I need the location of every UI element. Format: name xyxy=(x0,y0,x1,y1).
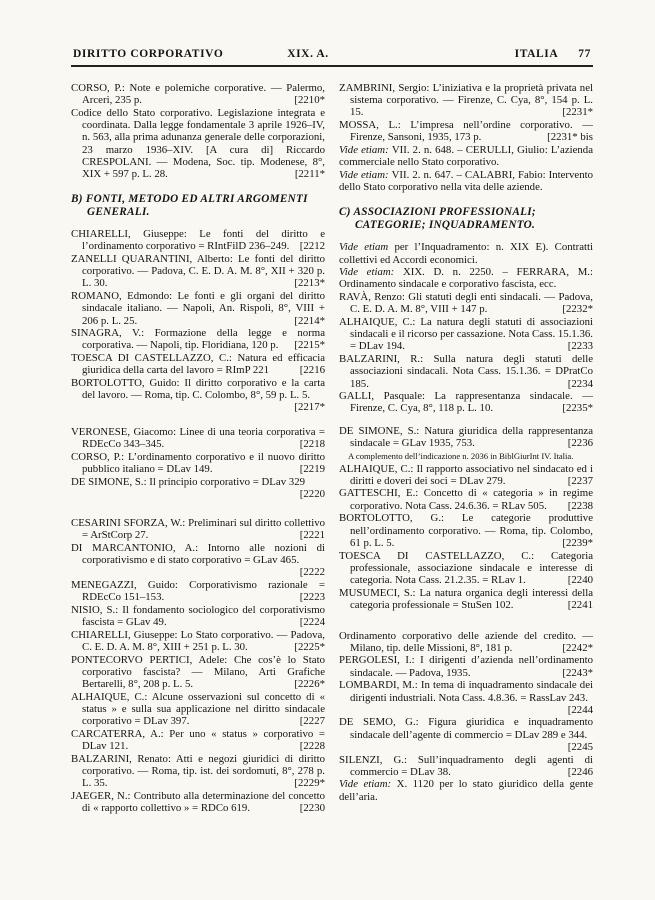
block-text: TOESCA DI CASTELLAZZO, C.: Categoria professionale, associazione sindacale e interesse di categoria. Nota Cass. 21.2.35. = RLav 1. xyxy=(339,549,593,586)
block-text: A complemento dell’indicazione n. 2036 in BiblGiurInt IV. Italia. xyxy=(348,450,574,461)
block-text: X. 1120 per lo stato giuridico della gente dell’aria. xyxy=(339,778,593,803)
bib-entry xyxy=(71,82,325,106)
note-lead: Vide etiam xyxy=(339,241,395,254)
entry-ref-number: [2212 xyxy=(299,240,325,253)
block-text: ALHAIQUE, C.: La natura degli statuti di associazioni sindacali e il ricorso per cassazione. Nota Cass. 15.1.36. = DLav 194. xyxy=(339,316,593,353)
bib-entry xyxy=(71,377,325,414)
cross-reference-note xyxy=(339,169,593,193)
bib-entry xyxy=(339,463,593,487)
entry-ref-number: [2235* xyxy=(562,402,593,415)
block-text: DI MARCANTONIO, A.: Intorno alle nozioni di corporativismo e di stato corporativo = GLav 465. xyxy=(71,541,325,566)
bib-entry xyxy=(71,517,325,541)
entry-ref-number: [2217* xyxy=(294,401,325,414)
column-gap xyxy=(71,414,325,426)
block-text: NISIO, S.: Il fondamento sociologico del corporativismo fascista = GLav 49. xyxy=(71,603,325,629)
entry-ref-number: [2224 xyxy=(299,616,325,629)
block-text: ALHAIQUE, C.: Il rapporto associativo nel sindacato ed i diritti e doveri dei soci = DLav 279. xyxy=(339,462,593,487)
block-text: PONTECORVO PERTICI, Adele: Che cos’è lo Stato corporativo fascista? — Milano, Arti Grafiche Bertarelli, 8°, 208 p. L. 5. xyxy=(71,653,325,691)
block-text: ZAMBRINI, Sergio: L’iniziativa e la proprietà privata nel sistema corporativo. — Firenze, C. Cya, 8°, 154 p. L. 15. xyxy=(339,82,593,119)
block-text: LOMBARDI, M.: In tema di inquadramento sindacale dei dirigenti industriali. Nota Cass. 4.8.36. = RassLav 243. xyxy=(339,679,593,704)
bib-entry xyxy=(339,512,593,549)
bib-entry xyxy=(71,107,325,180)
entry-ref-number: [2211* xyxy=(294,167,325,180)
entry-ref-number: [2246 xyxy=(567,765,593,778)
block-text: CHIARELLI, Giuseppe: Lo Stato corporativo. — Padova, C. E. D. A. M. 8°, XIII + 251 p. L. 30. xyxy=(71,628,325,653)
entry-ref-number: [2239* xyxy=(562,536,593,549)
bib-entry xyxy=(71,691,325,728)
bib-entry xyxy=(339,353,593,390)
entry-ref-number: [2241 xyxy=(567,598,593,611)
page-number: 77 xyxy=(578,48,591,60)
bib-entry xyxy=(71,476,325,500)
block-text: Ordinamento corporativo delle aziende del credito. — Milano, tip. delle Missioni, 8°, 181 p. xyxy=(339,629,593,654)
entry-ref-number: [2245 xyxy=(567,740,593,753)
country-label: ITALIA xyxy=(514,48,559,60)
bib-entry xyxy=(339,82,593,119)
bib-entry xyxy=(339,291,593,315)
block-text: VII. 2. n. 648. – CERULLI, Giulio: L’azienda commerciale nello Stato corporativo. xyxy=(339,144,593,169)
cross-reference-note xyxy=(339,144,593,168)
bib-entry xyxy=(71,629,325,653)
block-text: CARCATERRA, A.: Per uno « status » corporativo = DLav 121. xyxy=(71,727,325,753)
block-text: SILENZI, G.: Sull’inquadramento degli agenti di commercio = DLav 38. xyxy=(339,753,593,778)
bib-entry xyxy=(71,579,325,603)
column-gap xyxy=(71,501,325,517)
entry-ref-number: [2215* xyxy=(294,339,325,352)
entry-ref-number: [2220 xyxy=(299,488,325,501)
block-text: BALZARINI, Renato: Atti e negozi giuridici di diritto corporativo. — Roma, tip. ist. dei sordomuti, 8°, 278 p. L. 35. xyxy=(71,752,325,790)
bib-entry xyxy=(71,228,325,252)
block-text: VII. 2. n. 647. – CALABRI, Fabio: Intervento dello Stato corporativo nella vita delle aziende. xyxy=(339,168,593,194)
bib-entry xyxy=(339,487,593,511)
block-text: PERGOLESI, I.: I dirigenti d’azienda nell’ordinamento sindacale. — Padova, 1935. xyxy=(339,654,593,679)
bib-entry xyxy=(71,542,325,579)
bib-entry xyxy=(339,316,593,353)
block-text: ROMANO, Edmondo: Le fonti e gli organi del diritto sindacale italiano. — Napoli, An. Rispoli, 8°, VIII + 206 p. L. 25. xyxy=(71,290,325,327)
bib-entry xyxy=(71,728,325,752)
bib-entry xyxy=(339,390,593,414)
header-rule xyxy=(71,65,593,67)
note-lead: Vide etiam: xyxy=(339,144,392,157)
entry-ref-number: [2225* xyxy=(294,640,325,653)
block-text: VERONESE, Giacomo: Linee di una teoria corporativa = RDEcCo 343–345. xyxy=(71,426,325,451)
entry-ref-number: [2240 xyxy=(567,573,593,586)
block-text: C) ASSOCIAZIONI PROFESSIONALI; CATEGORIE; INQUADRAMENTO. xyxy=(339,206,536,232)
bib-entry xyxy=(71,352,325,376)
block-text: BALZARINI, R.: Sulla natura degli statuti delle associazioni sindacali. Nota Cass. 15.1.36. = DPratCo 185. xyxy=(339,353,593,390)
block-text: per l’Inquadramento: n. XIX E). Contratti collettivi ed Accordi economici. xyxy=(339,241,593,266)
block-text: B) FONTI, METODO ED ALTRI ARGOMENTI GENERALI. xyxy=(71,193,308,219)
block-text: SINAGRA, V.: Formazione della legge e norma corporativa. — Napoli, tip. Floridiana, 120 p. xyxy=(71,327,325,352)
block-text: MENEGAZZI, Guido: Corporativismo razionale = RDEcCo 151–153. xyxy=(71,578,325,604)
bib-entry xyxy=(71,451,325,475)
entry-ref-number: [2221 xyxy=(299,529,325,542)
running-head-section: XIX. A. xyxy=(287,48,329,60)
running-head xyxy=(71,48,593,60)
entry-ref-number: [2213* xyxy=(294,277,325,290)
bib-entry xyxy=(339,654,593,678)
entry-ref-number: [2231* xyxy=(562,106,593,119)
bib-entry xyxy=(71,290,325,327)
bib-entry xyxy=(339,630,593,654)
block-text: MUSUMECI, S.: La natura organica degli interessi della categoria professionale = StuSen 102. xyxy=(339,586,593,611)
block-text: GATTESCHI, E.: Concetto di « categoria » in regime corporativo. Nota Cass. 24.6.36. = RLav 505. xyxy=(339,487,593,512)
block-text: Codice dello Stato corporativo. Legislazione integrata e coordinata. Dalla legge fondamentale 3 aprile 1926–IV, n. 563, alla prima adunanza generale delle corporazioni, 23 marzo 1936–XIV. [A cura di] Riccardo CRESPOLANI. — Modena, Soc. tip. Modenese, 8°, XIX + 597 p. L. 28. xyxy=(71,106,325,180)
block-text: DE SEMO, G.: Figura giuridica e inquadramento sindacale dell’agente di commercio = DLav 289 e 344. xyxy=(339,716,593,741)
running-head-country xyxy=(353,48,591,60)
note-lead: Vide etiam: xyxy=(339,266,403,279)
block-text: CESARINI SFORZA, W.: Preliminari sul diritto collettivo = ArStCorp 27. xyxy=(71,516,325,542)
bib-entry xyxy=(339,587,593,611)
entry-ref-number: [2242* xyxy=(562,641,593,654)
cross-reference-note xyxy=(339,778,593,802)
block-text: GALLI, Pasquale: La rappresentanza sindacale. — Firenze, C. Cya, 8°, 118 p. L. 10. xyxy=(339,390,593,415)
bib-entry xyxy=(71,253,325,290)
bib-entry xyxy=(71,327,325,351)
entry-ref-number: [2232* xyxy=(562,303,593,316)
block-text: DE SIMONE, S.: Natura giuridica della rappresentanza sindacale = GLav 1935, 753. xyxy=(339,425,593,450)
block-text: RAVÀ, Renzo: Gli statuti degli enti sindacali. — Padova, C. E. D. A. M. 8°, VIII + 147 p. xyxy=(339,291,593,316)
entry-ref-number: [2223 xyxy=(299,591,325,604)
left-column xyxy=(71,82,325,815)
entry-ref-number: [2226* xyxy=(294,678,325,691)
bib-entry xyxy=(339,119,593,143)
column-gap xyxy=(339,612,593,630)
entry-ref-number: [2216 xyxy=(299,364,325,377)
entry-ref-number: [2227 xyxy=(299,715,325,728)
entry-ref-number: [2229* xyxy=(294,777,325,790)
text-columns xyxy=(71,82,593,815)
block-text: JAEGER, N.: Contributo alla determinazione del concetto di « rapporto collettivo » = RDCo 619. xyxy=(71,789,325,815)
cross-reference-note xyxy=(339,241,593,265)
note-lead: Vide etiam: xyxy=(339,168,392,181)
block-text: XIX. D. n. 2250. – FERRARA, M.: Ordinamento sindacale e corporativo fascista, ecc. xyxy=(339,266,593,291)
entry-ref-number: [2214* xyxy=(294,314,325,327)
entry-ref-number: [2234 xyxy=(567,377,593,390)
bib-entry xyxy=(339,754,593,778)
block-text: CHIARELLI, Giuseppe: Le fonti del diritto e l’ordinamento corporativo = RIntFilD 236–249. xyxy=(71,228,325,253)
entry-ref-number: [2233 xyxy=(567,340,593,353)
entry-ref-number: [2222 xyxy=(299,566,325,579)
bib-entry xyxy=(71,753,325,790)
entry-ref-number: [2237 xyxy=(567,474,593,487)
block-text: MOSSA, L.: L’impresa nell’ordine corporativo. — Firenze, Sansoni, 1935, 173 p. xyxy=(339,119,593,144)
right-column xyxy=(339,82,593,815)
entry-ref-number: [2230 xyxy=(299,802,325,815)
section-heading xyxy=(339,206,593,232)
block-text: CORSO, P.: L’ordinamento corporativo e il nuovo diritto pubblico italiano = DLav 149. xyxy=(71,451,325,476)
complement-note xyxy=(339,451,593,461)
block-text: ZANELLI QUARANTINI, Alberto: Le fonti del diritto corporativo. — Padova, C. E. D. A. M. 8°, XII + 320 p. L. 30. xyxy=(71,253,325,290)
entry-ref-number: [2238 xyxy=(567,499,593,512)
bib-entry xyxy=(339,425,593,449)
bib-entry xyxy=(71,426,325,450)
entry-ref-number: [2210* xyxy=(294,94,325,107)
section-heading xyxy=(71,193,325,219)
note-lead: Vide etiam: xyxy=(339,778,397,791)
entry-ref-number: [2219 xyxy=(299,463,325,476)
block-text: BORTOLOTTO, Guido: Il diritto corporativo e la carta del lavoro. — Roma, tip. C. Colombo, 8°, 59 p. L. 5. xyxy=(71,377,325,402)
entry-ref-number: [2244 xyxy=(567,703,593,716)
running-head-subject: DIRITTO CORPORATIVO xyxy=(73,48,224,60)
entry-ref-number: [2236 xyxy=(567,437,593,450)
bib-entry xyxy=(71,604,325,628)
bib-entry xyxy=(71,654,325,691)
bib-entry xyxy=(339,550,593,587)
cross-reference-note xyxy=(339,266,593,290)
block-text: CORSO, P.: Note e polemiche corporative. — Palermo, Arceri, 235 p. xyxy=(71,82,325,107)
bib-entry xyxy=(71,790,325,814)
block-text: BORTOLOTTO, G.: Le categorie produttive nell’ordinamento corporativo. — Roma, tip. Colombo, 61 p. L. 5. xyxy=(339,512,593,549)
entry-ref-number: [2231* bis xyxy=(547,131,593,144)
block-text: DE SIMONE, S.: Il principio corporativo = DLav 329 xyxy=(71,475,305,488)
entry-ref-number: [2218 xyxy=(299,438,325,451)
column-gap xyxy=(339,415,593,425)
entry-ref-number: [2243* xyxy=(562,666,593,679)
block-text: ALHAIQUE, C.: Alcune osservazioni sul concetto di « status » e sulla sua applicazione nel diritto sindacale corporativo = DLav 397. xyxy=(71,690,325,728)
bib-entry xyxy=(339,679,593,716)
entry-ref-number: [2228 xyxy=(299,740,325,753)
bib-entry xyxy=(339,716,593,753)
block-text: TOESCA DI CASTELLAZZO, C.: Natura ed efficacia giuridica della carta del lavoro = RImP 221 xyxy=(71,352,325,377)
